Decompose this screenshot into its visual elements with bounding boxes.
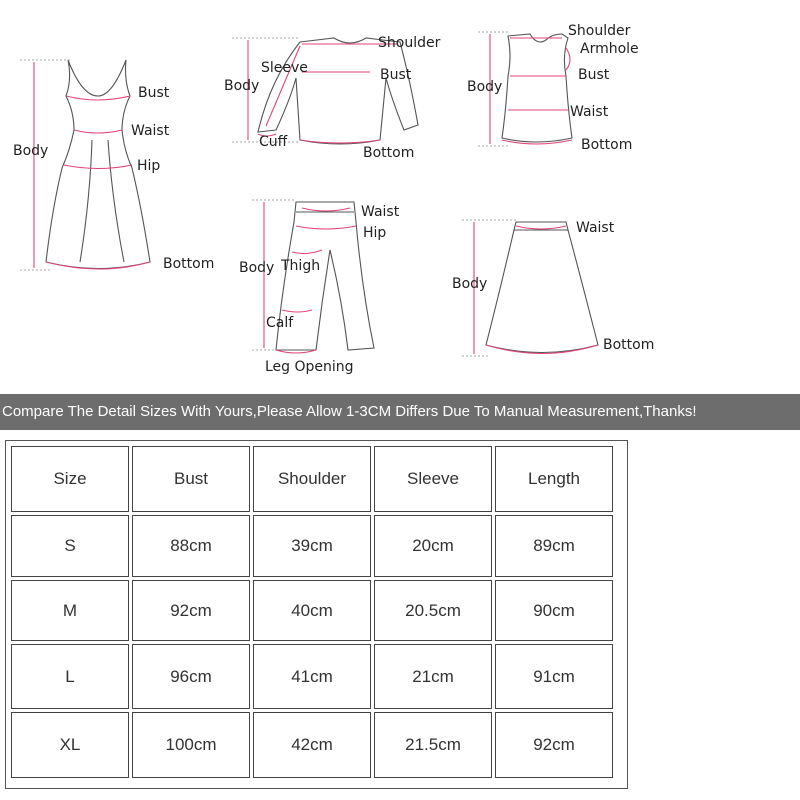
table-cell-bust: 100cm [132, 712, 250, 778]
vest-armhole-label: Armhole [580, 41, 639, 57]
pants-thigh-line [292, 250, 322, 254]
header-cell-bust: Bust [132, 446, 250, 512]
dress-outline [46, 60, 150, 269]
table-row [11, 580, 613, 641]
table-cell-sleeve: 21.5cm [374, 712, 492, 778]
skirt-outline [486, 222, 598, 353]
header-cell-sleeve: Sleeve [374, 446, 492, 512]
vest-bust-label: Bust [578, 67, 610, 83]
table-cell-size: L [11, 644, 129, 709]
notice-banner [0, 394, 800, 430]
table-cell-sleeve: 20cm [374, 515, 492, 577]
header-cell-shoulder: Shoulder [253, 446, 371, 512]
shirt-sleeve-label: Sleeve [261, 60, 308, 76]
pants-waist-label: Waist [361, 204, 400, 220]
pants-calf-label: Calf [266, 315, 294, 331]
vest-bottom-label: Bottom [581, 137, 633, 153]
table-cell-shoulder: 42cm [253, 712, 371, 778]
vest-body-label: Body [467, 79, 503, 95]
table-cell-size: M [11, 580, 129, 641]
table-header-row [11, 446, 613, 512]
table-cell-length: 89cm [495, 515, 613, 577]
table-cell-length: 90cm [495, 580, 613, 641]
pants-waist-line [302, 208, 350, 211]
pants-calf-line [282, 310, 312, 312]
skirt-diagram [452, 220, 654, 356]
size-table [8, 443, 616, 781]
skirt-waist-label: Waist [576, 220, 615, 236]
pants-body-label: Body [239, 260, 275, 276]
table-cell-bust: 92cm [132, 580, 250, 641]
skirt-waist-line [516, 226, 566, 229]
table-row [11, 712, 613, 778]
shirt-shoulder-label: Shoulder [378, 35, 441, 51]
pants-thigh-label: Thigh [281, 258, 321, 274]
notice-text: Compare The Detail Sizes With Yours,Please Allow 1-3CM Differs Due To Manual Measurement,Thanks! [2, 403, 697, 420]
dress-bust-line [66, 96, 130, 100]
table-cell-length: 92cm [495, 712, 613, 778]
measurement-diagram [0, 0, 800, 390]
shirt-cuff-label: Cuff [259, 134, 288, 150]
vest-shoulder-label: Shoulder [568, 23, 631, 39]
pants-diagram [239, 200, 400, 375]
shirt-bottom-label: Bottom [363, 145, 415, 161]
shirt-outline [258, 38, 418, 144]
shirt-bust-label: Bust [380, 67, 412, 83]
skirt-bottom-label: Bottom [603, 337, 655, 353]
table-cell-bust: 96cm [132, 644, 250, 709]
table-cell-bust: 88cm [132, 515, 250, 577]
shirt-body-label: Body [224, 78, 260, 94]
header-cell-length: Length [495, 446, 613, 512]
dress-bottom-label: Bottom [163, 256, 215, 272]
header-cell-size: Size [11, 446, 129, 512]
table-cell-sleeve: 21cm [374, 644, 492, 709]
dress-bust-label: Bust [138, 85, 170, 101]
dress-fold [80, 140, 92, 262]
shirt-diagram [224, 35, 441, 161]
dress-fold-2 [108, 140, 124, 262]
dress-hip-label: Hip [137, 158, 161, 174]
table-cell-shoulder: 41cm [253, 644, 371, 709]
dress-body-label: Body [13, 143, 49, 159]
vest-outline [502, 34, 572, 142]
skirt-body-label: Body [452, 276, 488, 292]
table-row [11, 644, 613, 709]
dress-waist-label: Waist [131, 123, 170, 139]
vest-diagram [467, 23, 639, 153]
table-cell-shoulder: 40cm [253, 580, 371, 641]
table-cell-length: 91cm [495, 644, 613, 709]
size-table-frame [5, 440, 628, 789]
dress-diagram [13, 60, 214, 272]
table-cell-size: S [11, 515, 129, 577]
vest-waist-label: Waist [570, 104, 609, 120]
table-cell-size: XL [11, 712, 129, 778]
pants-hip-label: Hip [363, 225, 387, 241]
table-row [11, 515, 613, 577]
table-cell-sleeve: 20.5cm [374, 580, 492, 641]
dress-hip-line [64, 165, 132, 169]
dress-waist-line [74, 130, 122, 133]
table-cell-shoulder: 39cm [253, 515, 371, 577]
pants-leg-opening-label: Leg Opening [265, 359, 354, 375]
vest-armhole-line [566, 48, 570, 70]
pants-hip-line [296, 226, 356, 229]
